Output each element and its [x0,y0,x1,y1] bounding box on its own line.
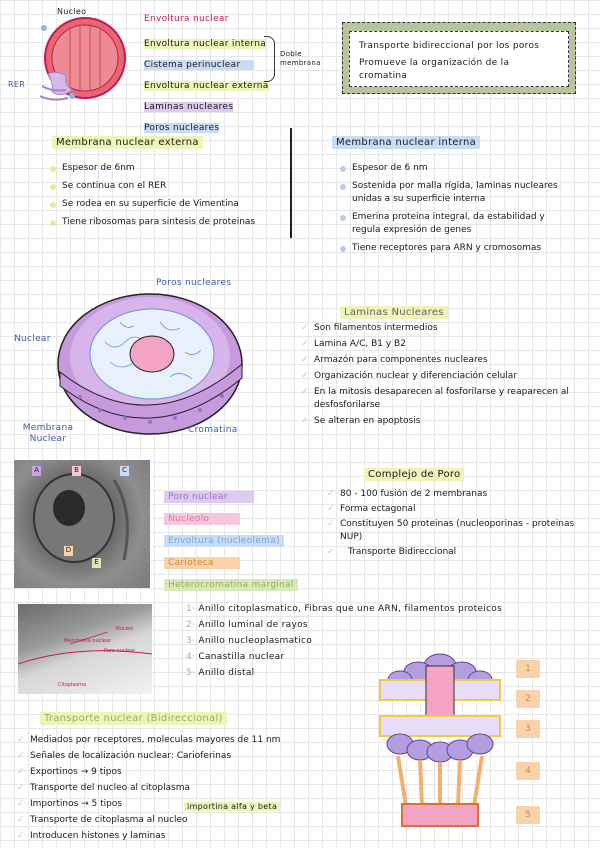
complejo-list [326,488,582,564]
anillo-item: 4· Canastilla nuclear [186,652,285,662]
micro-tag-c: C [120,466,129,476]
brace-label: Doble membrana [280,50,321,67]
envelope-diagram [30,8,145,118]
laminas-item: ✓ Lamina A/C, B1 y B2 [300,338,580,351]
micro-legend [164,484,298,591]
anillo-item: 2· Anillo luminal de rayos [186,620,308,630]
micro-tag-d: D [65,546,72,554]
nucleus-illustration [50,282,250,442]
laminas-item: ✓ Organización nuclear y diferenciación celular [300,370,580,383]
laminas-list [300,322,580,433]
anillo-item: 3· Anillo nucleoplasmatico [186,636,313,646]
micro-legend-item: Poro nuclear [164,491,254,503]
externa-item: Tiene ribosomas para sintesis de proteinas [48,216,278,229]
transporte-item: ✓ Mediados por receptores, moleculas mayores de 11 nm [16,734,366,747]
legend-cisterna: Cistema perinuclear [144,60,254,70]
complejo-title: Complejo de Poro [364,468,464,481]
transporte-item: ✓ Importinos → 5 tipos [16,798,366,811]
envelope-legend [144,14,269,134]
laminas-item: ✓ Son filamentos intermedios [300,322,580,335]
label-membrana: Membrana Nuclear [22,423,74,444]
box-line-1: Transporte bidireccional por los poros [359,41,540,51]
divider [290,128,292,238]
micro-tag-a: A [32,466,41,476]
transporte-item: ✓ Introducen histones y laminas [16,830,366,843]
micro-legend-item: Nucleolo [164,513,240,525]
complejo-item: ✓ Transporte Bidireccional [326,546,582,559]
em-image [18,604,152,694]
legend-laminas: Laminas nucleares [144,102,234,112]
interna-item: Emerina proteina integral, da estabilidad y regula expresión de genes [338,211,570,237]
label-nucleo: Nucleo [57,7,87,16]
interna-item: Tiene receptores para ARN y cromosomas [338,242,570,255]
pore-number-3: 3 [516,720,540,738]
pore-number-1: 1 [516,660,540,678]
label-poros: Poros nucleares [156,278,232,288]
box-line-2: Promueve la organización de la cromatina [359,58,510,81]
laminas-title: Laminas Nucleares [340,306,448,319]
micro-legend-item: Envoltura (nucleolema) [164,535,284,547]
label-rer: RER [8,80,26,89]
anillo-item: 1· Anillo citoplasmatico, Fibras que une ARN, filamentos proteicos [186,604,503,614]
transporte-list [16,734,366,848]
anillo-item: 5· Anillo distal [186,668,255,678]
laminas-item: ✓ Armazón para componentes nucleares [300,354,580,367]
em-label-nucleo: Núcleo [116,626,134,632]
externa-item: Se continua con el RER [48,180,278,193]
brace [264,36,275,82]
micro-tag-b: B [72,466,81,476]
transporte-side-note: importina alfa y beta [184,802,280,811]
interna-item: Espesor de 6 nm [338,162,570,175]
interna-item: Sostenida por malla rígida, laminas nucleares unidas a su superficie interna [338,180,570,206]
pore-complex-illustration [370,646,510,836]
transporte-item: ✓ Transporte de citoplasma al nucleo [16,814,366,827]
micro-legend-item: Carioteca [164,557,240,569]
em-label-citoplasma: Citoplasma [58,682,87,688]
interna-list [338,162,570,260]
laminas-item: ✓ Se alteran en apoptosis [300,415,580,428]
micrograph [14,460,150,588]
interna-title: Membrana nuclear interna [332,136,480,149]
complejo-item: ✓ 80 - 100 fusión de 2 membranas [326,488,582,501]
externa-item: Espesor de 6nm [48,162,278,175]
legend-envoltura-externa: Envoltura nuclear externa [144,81,269,91]
label-nuclear: Nuclear [14,334,51,344]
micro-legend-item: Heterocromatina marginal [164,579,298,591]
complejo-item: ✓ Forma ectagonal [326,503,582,516]
transporte-item: ✓ Señales de localización nuclear: Carioferinas [16,750,366,763]
legend-envoltura-nuclear: Envoltura nuclear [144,14,229,24]
externa-item: Se rodea en su superficie de Vimentina [48,198,278,211]
complejo-item: ✓ Constituyen 50 proteinas (nucleoporinas - proteinas NUP) [326,518,582,544]
externa-list [48,162,278,234]
pore-number-5: 5 [516,806,540,824]
em-label-poro: Poro nuclear [104,648,136,654]
pore-number-2: 2 [516,690,540,708]
transporte-item: ✓ Exportinos → 9 tipos [16,766,366,779]
micro-tag-e: E [92,558,101,568]
externa-title: Membrana nuclear externa [52,136,203,149]
legend-envoltura-interna: Envoltura nuclear interna [144,39,267,49]
top-right-box [342,22,576,94]
legend-poros: Poros nucleares [144,123,220,133]
em-label-membrana: Membrana nuclear [64,638,112,644]
laminas-item: ✓ En la mitosis desaparecen al fosforilarse y reaparecen al desfosforilarse [300,386,580,412]
transporte-title: Transporte nuclear (Bidireccional) [40,712,227,725]
label-cromatina: Cromatina [188,425,238,435]
pore-number-4: 4 [516,762,540,780]
transporte-item: ✓ Transporte del nucleo al citoplasma [16,782,366,795]
